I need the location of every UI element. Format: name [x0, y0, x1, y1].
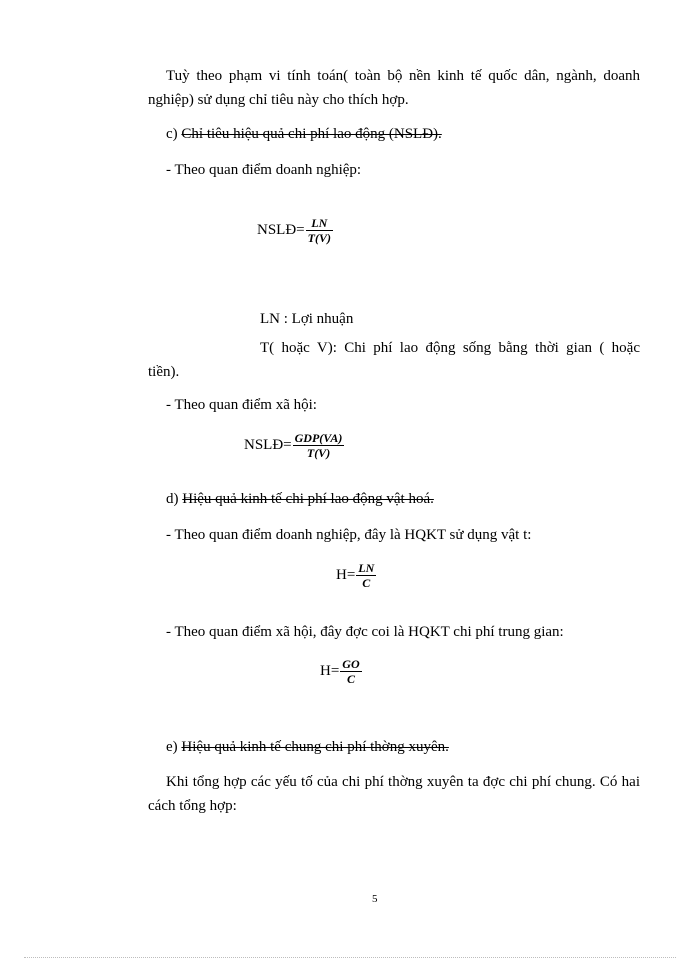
formula-h-enterprise: [336, 561, 376, 590]
fraction: [306, 216, 333, 245]
section-d-heading: [166, 489, 434, 509]
formula-lhs: H=: [320, 663, 340, 679]
definition-ln: LN : Lợi nhuận: [260, 311, 354, 327]
fraction: [340, 657, 361, 686]
denominator: T(V): [306, 446, 331, 460]
definition-t-line1: T( hoặc V): Chi phí lao động sống bằng thời gian ( hoặc: [260, 340, 640, 356]
denominator: T(V): [307, 231, 331, 245]
fraction: [356, 561, 376, 590]
section-e-paragraph: Khi tổng hợp các yếu tố của chi phí thờng xuyên ta đợc chi phí chung. Có hai cách tổng hợp:: [148, 774, 640, 814]
formula-lhs: NSLĐ=: [257, 222, 305, 238]
formula-nsld-social: [244, 431, 344, 460]
formula-nsld-enterprise: [257, 216, 333, 245]
definition-t-line2: tiền).: [148, 364, 180, 380]
section-d-title: Hiệu quả kinh tế chi phí lao động vật hoá.: [182, 491, 434, 507]
denominator: C: [362, 576, 371, 590]
denominator: C: [346, 672, 355, 686]
section-c-title: Chỉ tiêu hiệu quả chi phí lao động (NSLĐ).: [181, 126, 442, 142]
formula-lhs: H=: [336, 567, 356, 583]
formula-lhs: NSLĐ=: [244, 437, 292, 453]
enterprise-view-label-d: - Theo quan điểm doanh nghiệp, đây là HQKT sử dụng vật t:: [166, 527, 532, 543]
intro-paragraph: Tuỳ theo phạm vi tính toán( toàn bộ nền kinh tế quốc dân, ngành, doanh nghiệp) sử dụng chỉ tiêu này cho thích hợp.: [148, 68, 640, 108]
numerator: GO: [342, 657, 360, 671]
social-view-label-c: - Theo quan điểm xã hội:: [166, 397, 317, 413]
section-e-letter: e): [166, 739, 178, 755]
page-number: 5: [372, 893, 378, 905]
numerator: LN: [358, 561, 375, 575]
page-bottom-border: [24, 957, 676, 958]
section-d-letter: d): [166, 491, 179, 507]
section-c-heading: [166, 124, 442, 144]
numerator: LN: [311, 216, 328, 230]
section-e-title: Hiệu quả kinh tế chung chi phí thờng xuyên.: [181, 739, 449, 755]
formula-h-social: [320, 657, 362, 686]
fraction: [293, 431, 345, 460]
numerator: GDP(VA): [294, 431, 343, 445]
section-e-heading: [166, 737, 449, 757]
section-c-letter: c): [166, 126, 178, 142]
enterprise-view-label-c: - Theo quan điểm doanh nghiệp:: [166, 162, 362, 178]
social-view-label-d: - Theo quan điểm xã hội, đây đợc coi là HQKT chi phí trung gian:: [166, 624, 564, 640]
